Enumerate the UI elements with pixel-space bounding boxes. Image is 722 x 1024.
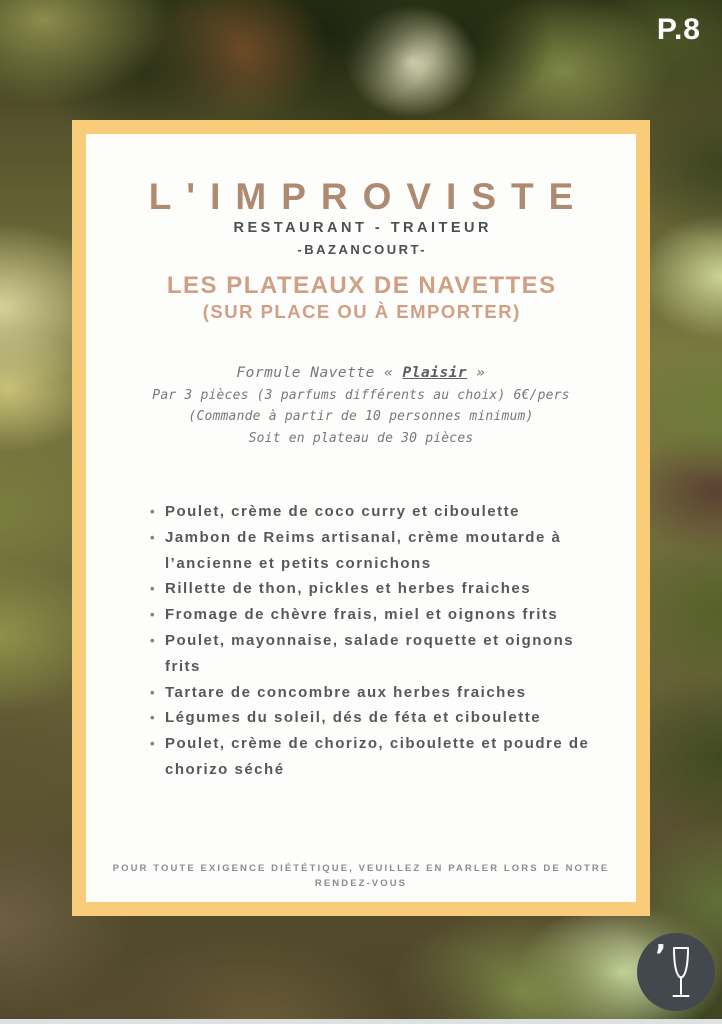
section-title: LES PLATEAUX DE NAVETTES — [166, 272, 557, 299]
page-bottom-edge — [0, 1019, 722, 1024]
menu-item: • Poulet, crème de coco curry et ciboulette — [150, 499, 590, 525]
navette-flavors-list — [150, 499, 590, 783]
restaurant-name: L'IMPROVISTE — [148, 176, 589, 217]
section-subtitle: (SUR PLACE OU À EMPORTER) — [202, 301, 521, 322]
restaurant-location: -BAZANCOURT- — [297, 242, 428, 257]
formule-title — [86, 363, 636, 385]
formule-tray-size: Soit en plateau de 30 pièces — [248, 430, 474, 446]
menu-card-inner — [86, 134, 636, 902]
restaurant-type: RESTAURANT - TRAITEUR — [233, 220, 492, 236]
menu-item: • Tartare de concombre aux herbes fraiches — [150, 680, 590, 706]
svg-text:’: ’ — [655, 939, 667, 974]
menu-card — [72, 120, 650, 916]
dietary-note: POUR TOUTE EXIGENCE DIÉTÉTIQUE, VEUILLEZ EN PARLER LORS DE NOTRE RENDEZ-VOUS — [112, 863, 610, 889]
champagne-flute-icon — [637, 933, 715, 1011]
formule-name: Plaisir — [402, 365, 468, 381]
formule-title-prefix: Formule Navette « — [236, 365, 403, 381]
menu-item: • Fromage de chèvre frais, miel et oignons frits — [150, 602, 590, 628]
menu-item: • Poulet, mayonnaise, salade roquette et oignons frits — [150, 628, 590, 680]
menu-item: • Poulet, crème de chorizo, ciboulette et poudre de chorizo séché — [150, 731, 590, 783]
menu-item: • Jambon de Reims artisanal, crème moutarde à l’ancienne et petits cornichons — [150, 525, 590, 577]
formule-minimum: (Commande à partir de 10 personnes minimum) — [188, 409, 534, 424]
menu-item: • Légumes du soleil, dés de féta et ciboulette — [150, 705, 590, 731]
menu-item: • Rillette de thon, pickles et herbes fraiches — [150, 576, 590, 602]
formule-details — [86, 363, 636, 449]
logo-badge — [637, 933, 715, 1011]
page-number: P.8 — [656, 13, 701, 46]
formule-pricing: Par 3 pièces (3 parfums différents au choix) 6€/pers — [152, 387, 570, 403]
formule-title-suffix: » — [467, 365, 486, 381]
